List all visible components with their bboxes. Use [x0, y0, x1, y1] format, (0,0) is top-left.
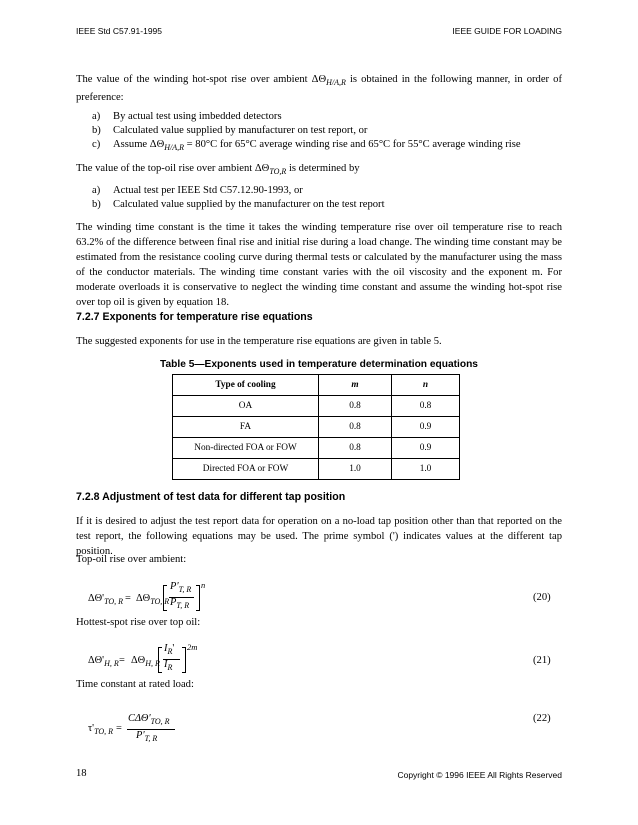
header-right: IEEE GUIDE FOR LOADING	[452, 26, 562, 36]
equation-22-numerator: $C\Delta\Theta'_{TO, R}$	[128, 713, 170, 727]
equation-label: Time constant at rated load:	[76, 679, 194, 690]
table-row	[173, 396, 460, 417]
equation-number: (21)	[533, 655, 551, 666]
table-cell: 1.0	[392, 459, 460, 480]
column-header: Type of cooling	[173, 375, 319, 396]
table-row	[173, 417, 460, 438]
equation-equals: =	[119, 655, 125, 666]
table-header-row	[173, 375, 460, 396]
equation-label: Top-oil rise over ambient:	[76, 554, 187, 565]
equation-equals: =	[125, 593, 131, 604]
equation-20-denominator: $P_{T, R}$	[170, 597, 190, 611]
table-row	[173, 459, 460, 480]
table-cell: 0.9	[392, 438, 460, 459]
paragraph-winding-time-constant: The winding time constant is the time it takes the winding temperature rise over oil temperature rise to reach 63.2% of the difference between final rise and initial rise during a load change. The winding time constant may be estimated from the resistance cooling curve during thermal tests or calculated by the manufacturer using the mass of the conductor materials. The winding time constant varies with the oil viscosity and the exponent m. For moderate overloads it is conservative to neglect the winding time constant and assume the winding hot-spot rise over top oil is given by equation 18.	[76, 222, 562, 308]
paragraph-top-oil-rise: The value of the top-oil rise over ambient $\Delta\Theta_{TO,R}$ is determined by	[76, 163, 360, 177]
equation-21-exponent: 2m	[187, 642, 198, 652]
equation-equals: =	[116, 723, 122, 734]
column-header: m	[319, 375, 392, 396]
section-text: If it is desired to adjust the test report data for operation on a no-load tap position other than that reported on the test report, the following equations may be used. The prime symbol (') indicates values at the different tap position.	[76, 516, 562, 557]
section-text: The suggested exponents for use in the temperature rise equations are given in table 5.	[76, 336, 442, 347]
equation-number: (22)	[533, 713, 551, 724]
equation-21-rhs: $\Delta\Theta_{H, R}$	[131, 655, 160, 669]
table-cell: FA	[173, 417, 319, 438]
table-cell: OA	[173, 396, 319, 417]
table-cell: 0.8	[319, 396, 392, 417]
equation-number: (20)	[533, 592, 551, 603]
table-cell: 0.8	[319, 438, 392, 459]
left-bracket	[158, 647, 162, 673]
equation-20-exponent: n	[201, 580, 206, 590]
table-caption: Table 5—Exponents used in temperature determination equations	[160, 359, 478, 370]
equation-21-numerator: $I_R'$	[164, 643, 175, 657]
table-cell: 1.0	[319, 459, 392, 480]
equation-label: Hottest-spot rise over top oil:	[76, 617, 201, 628]
equation-21-denominator: $I_R$	[164, 659, 173, 673]
equation-20-numerator: $P'_{T, R}$	[170, 581, 192, 595]
right-bracket	[196, 585, 200, 611]
equation-22-denominator: $P'_{T, R}$	[136, 730, 158, 744]
table-cell: 0.8	[319, 417, 392, 438]
equation-22-lhs: $\tau'_{TO, R}$	[88, 723, 114, 737]
exponents-table	[172, 374, 460, 480]
equation-20-rhs: $\Delta\Theta_{TO, R}$	[136, 593, 170, 607]
right-bracket	[182, 647, 186, 673]
equation-21-lhs: $\Delta\Theta'_{H, R}$	[88, 655, 119, 669]
header-left: IEEE Std C57.91-1995	[76, 26, 163, 36]
page-number: 18	[76, 768, 87, 779]
left-bracket	[163, 585, 167, 611]
table-cell: 0.8	[392, 396, 460, 417]
table-row	[173, 438, 460, 459]
footer-copyright: Copyright © 1996 IEEE All Rights Reserved	[397, 770, 562, 780]
section-heading: 7.2.7 Exponents for temperature rise equations	[76, 311, 313, 323]
table-cell: Non-directed FOA or FOW	[173, 438, 319, 459]
table-cell: Directed FOA or FOW	[173, 459, 319, 480]
section-heading: 7.2.8 Adjustment of test data for different tap position	[76, 491, 346, 503]
paragraph-hotspot-rise: The value of the winding hot-spot rise over ambient $\Delta\Theta_{H/A,R}$ is obtained in the following manner, in order of preference:	[76, 74, 562, 104]
equation-20-lhs: $\Delta\Theta'_{TO, R}$	[88, 593, 124, 607]
column-header: n	[392, 375, 460, 396]
table-cell: 0.9	[392, 417, 460, 438]
